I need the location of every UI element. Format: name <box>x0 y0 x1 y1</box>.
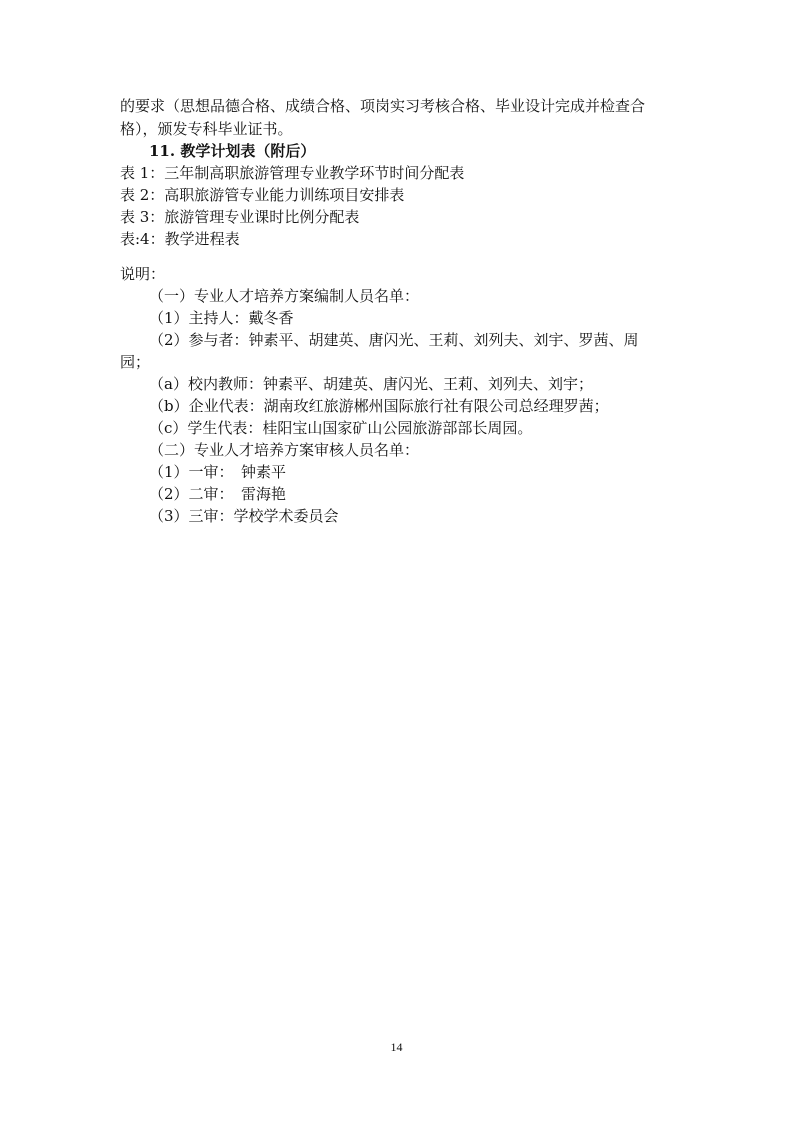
participants-line-2: 园； <box>120 353 151 371</box>
host-line: （1）主持人：戴冬香 <box>149 309 294 327</box>
team-heading: （一）专业人才培养方案编制人员名单： <box>149 287 420 305</box>
table-list-item-1: 表 1：三年制高职旅游管理专业教学环节时间分配表 <box>120 164 465 182</box>
page-number: 14 <box>390 1040 403 1054</box>
review-line-2: （2）二审： 雷海艳 <box>149 485 287 503</box>
review-line-1: （1）一审： 钟素平 <box>149 463 287 481</box>
teachers-line: （a）校内教师：钟素平、胡建英、唐闪光、王莉、刘列夫、刘宇； <box>149 375 593 393</box>
table-list-item-3: 表 3：旅游管理专业课时比例分配表 <box>120 208 360 226</box>
table-list-item-4: 表:4：教学进程表 <box>120 230 240 248</box>
review-line-3: （3）三审：学校学术委员会 <box>149 507 339 525</box>
participants-line-1: （2）参与者：钟素平、胡建英、唐闪光、王莉、刘列夫、刘宇、罗茜、周 <box>149 331 639 349</box>
review-heading: （二）专业人才培养方案审核人员名单： <box>149 441 420 459</box>
notes-title: 说明： <box>120 265 166 283</box>
intro-line-2: 格），颁发专科毕业证书。 <box>120 120 293 138</box>
table-list-item-2: 表 2：高职旅游管专业能力训练项目安排表 <box>120 186 405 204</box>
student-line: （c）学生代表：桂阳宝山国家矿山公园旅游部部长周园。 <box>149 419 533 437</box>
enterprise-line: （b）企业代表：湖南玫红旅游郴州国际旅行社有限公司总经理罗茜； <box>149 397 609 415</box>
intro-line-1: 的要求（思想品德合格、成绩合格、项岗实习考核合格、毕业设计完成并检查合 <box>120 97 646 115</box>
section-heading: 11. 教学计划表（附后） <box>149 142 316 160</box>
